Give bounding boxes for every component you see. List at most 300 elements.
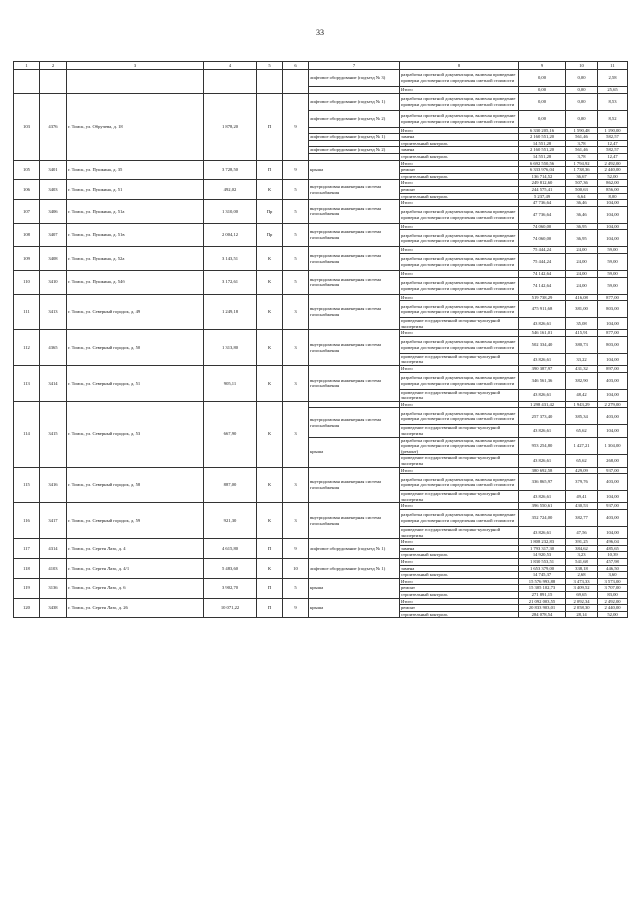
- table-cell: 6,64: [566, 193, 598, 200]
- table-cell: строительный контроль: [400, 193, 519, 200]
- table-cell: Итого: [400, 330, 519, 337]
- header-row: [14, 62, 628, 70]
- table-cell: 2 160 551,20: [519, 134, 566, 141]
- table-cell: 108: [14, 223, 40, 247]
- table-cell: 3,60: [598, 572, 628, 579]
- table-cell: лифтовое оборудование (подъезд № 1): [309, 93, 400, 110]
- table-cell: 36,67: [566, 173, 598, 180]
- table-cell: 3 707,00: [598, 585, 628, 592]
- table-cell: Итого: [400, 467, 519, 474]
- table-cell: 396 550,61: [519, 503, 566, 510]
- table-cell: 561,46: [566, 147, 598, 154]
- table-cell: проведение государственной историко-культурной экспертизы: [400, 318, 519, 330]
- table-cell: проведение государственной историко-культурной экспертизы: [400, 526, 519, 538]
- table-cell: 104,00: [598, 353, 628, 365]
- table-cell: 24,00: [566, 277, 598, 294]
- table-cell: строительный контроль: [400, 611, 519, 618]
- table-cell: 36,46: [566, 206, 598, 223]
- table-cell: 457,98: [598, 558, 628, 565]
- table-cell: П: [257, 578, 283, 598]
- table-cell: 3: [283, 294, 309, 330]
- table-cell: 107: [14, 200, 40, 224]
- column-header: 3: [67, 62, 204, 70]
- table-cell: 3 473,33: [566, 578, 598, 585]
- table-cell: 47 736,64: [519, 206, 566, 223]
- table-cell: 103: [14, 93, 40, 160]
- table-cell: г. Томск, ул. Пушкина, д. 51: [67, 180, 204, 200]
- table-cell: 244 575,41: [519, 186, 566, 193]
- table-cell: 43 826,61: [519, 425, 566, 437]
- table-cell: К: [257, 467, 283, 503]
- table-cell: г. Томск, ул. Сергея Лазо, д. 26: [67, 598, 204, 618]
- table-cell: разработка проектной документации, включая проведение проверки достоверности определения сметной стоимости: [400, 253, 519, 270]
- table-cell: 3136: [40, 578, 67, 598]
- table-cell: Итого: [400, 223, 519, 230]
- table-cell: 0,00: [566, 93, 598, 110]
- table-cell: Итого: [400, 200, 519, 207]
- table-cell: 268,00: [598, 455, 628, 467]
- table-cell: г. Томск, ул. Северный городок, д. 59: [67, 503, 204, 539]
- table-cell: [309, 87, 400, 94]
- table-cell: Пр: [257, 223, 283, 247]
- table-cell: 15 576 993,88: [519, 578, 566, 585]
- table-cell: К: [257, 180, 283, 200]
- table-cell: 8,00: [598, 193, 628, 200]
- table-cell: 485,65: [598, 545, 628, 552]
- table-cell: разработка проектной документации, включая проведение проверки достоверности определения сметной стоимости: [400, 408, 519, 425]
- table-row: [14, 366, 628, 373]
- table-cell: внутридомовая инженерная система газоснабжения: [309, 503, 400, 539]
- table-cell: 380,73: [566, 336, 598, 353]
- table-cell: [204, 70, 257, 94]
- table-cell: П: [257, 160, 283, 180]
- table-cell: 1 427,21: [566, 437, 598, 455]
- table-cell: 887,00: [204, 467, 257, 503]
- table-cell: 10,39: [598, 552, 628, 559]
- table-cell: К: [257, 270, 283, 294]
- table-cell: 429,09: [566, 467, 598, 474]
- table-cell: 496,04: [598, 539, 628, 546]
- table-cell: 897,00: [598, 366, 628, 373]
- table-cell: 2 092,34: [566, 598, 598, 605]
- table-cell: 346 561,36: [519, 372, 566, 389]
- table-cell: 4103: [40, 558, 67, 578]
- table-cell: К: [257, 503, 283, 539]
- table-cell: 9: [283, 539, 309, 559]
- table-cell: 803,00: [598, 336, 628, 353]
- table-cell: 5: [283, 578, 309, 598]
- table-cell: 36,95: [566, 223, 598, 230]
- table-cell: строительный контроль: [400, 552, 519, 559]
- table-cell: г. Томск, ул. Сергея Лазо, д. 6: [67, 578, 204, 598]
- table-cell: 3 409,52: [566, 585, 598, 592]
- table-cell: [40, 70, 67, 94]
- table-cell: 519 738,29: [519, 294, 566, 301]
- table-cell: 15 305 102,73: [519, 585, 566, 592]
- table-cell: 582,57: [598, 147, 628, 154]
- table-cell: Итого: [400, 366, 519, 373]
- table-cell: [309, 153, 400, 160]
- table-cell: 47 736,64: [519, 200, 566, 207]
- table-cell: г. Томск, ул. Северный городок, д. 50: [67, 330, 204, 366]
- table-row: [14, 223, 628, 230]
- table-cell: 21 092 003,55: [519, 598, 566, 605]
- table-cell: 14 920,53: [519, 552, 566, 559]
- table-cell: 4 615,80: [204, 539, 257, 559]
- table-row: [14, 503, 628, 510]
- table-row: [14, 539, 628, 546]
- table-cell: 5 237,49: [519, 193, 566, 200]
- table-cell: К: [257, 558, 283, 578]
- table-cell: 104,00: [598, 389, 628, 401]
- table-cell: внутридомовая инженерная система газоснабжения: [309, 200, 400, 224]
- table-cell: г. Томск, ул. Пушкина, д. 52а: [67, 247, 204, 271]
- table-cell: г. Томск, ул. Сергея Лазо, д. 4/1: [67, 558, 204, 578]
- table-cell: 2,58: [598, 70, 628, 87]
- table-cell: 257 373,40: [519, 408, 566, 425]
- table-row: [14, 598, 628, 605]
- table-cell: 5: [283, 180, 309, 200]
- table-cell: проведение государственной историко-культурной экспертизы: [400, 353, 519, 365]
- table-cell: 937,00: [598, 503, 628, 510]
- table-cell: 59,00: [598, 277, 628, 294]
- table-cell: 541,68: [566, 558, 598, 565]
- table-body: [14, 62, 628, 618]
- table-cell: 249 812,60: [519, 180, 566, 187]
- column-header: 2: [40, 62, 67, 70]
- table-cell: 14 745,37: [519, 572, 566, 579]
- table-cell: г. Томск, ул. Пушкина, д. 51а: [67, 200, 204, 224]
- table-cell: 390 387,97: [519, 366, 566, 373]
- table-cell: внутридомовая инженерная система газоснабжения: [309, 294, 400, 330]
- table-cell: 83,00: [598, 591, 628, 598]
- table-cell: 382,77: [566, 509, 598, 526]
- table-cell: 1 590,48: [566, 127, 598, 134]
- table-cell: лифтовое оборудование (подъезд № 1): [309, 558, 400, 578]
- table-cell: 43 826,61: [519, 318, 566, 330]
- table-cell: г. Томск, ул. Северный городок, д. 58: [67, 467, 204, 503]
- table-cell: 507,36: [566, 180, 598, 187]
- table-cell: 43 826,61: [519, 353, 566, 365]
- table-cell: 43 826,61: [519, 389, 566, 401]
- table-cell: [14, 70, 40, 94]
- table-cell: 1 808 232,83: [519, 539, 566, 546]
- table-cell: 36,46: [566, 200, 598, 207]
- table-cell: 8,52: [598, 110, 628, 127]
- table-cell: разработка проектной документации, включая проведение проверки достоверности определения сметной стоимости: [400, 474, 519, 491]
- table-cell: 104,00: [598, 206, 628, 223]
- table-cell: 856,00: [598, 186, 628, 193]
- table-cell: 6 333 976,04: [519, 167, 566, 174]
- table-cell: замена: [400, 134, 519, 141]
- table-cell: 403,00: [598, 372, 628, 389]
- column-header: 7: [309, 62, 400, 70]
- table-cell: 3413: [40, 294, 67, 330]
- table-cell: 104,00: [598, 223, 628, 230]
- table-cell: строительный контроль: [400, 572, 519, 579]
- table-cell: 28,14: [566, 611, 598, 618]
- table-cell: 104,00: [598, 425, 628, 437]
- table-cell: 667,90: [204, 401, 257, 467]
- table-cell: 2 492,00: [598, 598, 628, 605]
- column-header: 8: [400, 62, 519, 70]
- table-cell: 117: [14, 539, 40, 559]
- table-row: [14, 93, 628, 110]
- table-cell: 3,23: [566, 552, 598, 559]
- table-cell: Итого: [400, 127, 519, 134]
- table-cell: 492,02: [204, 180, 257, 200]
- table-cell: 4314: [40, 539, 67, 559]
- table-cell: Итого: [400, 270, 519, 277]
- table-row: [14, 247, 628, 254]
- table-cell: 119: [14, 578, 40, 598]
- table-cell: 862,00: [598, 180, 628, 187]
- table-cell: 2 492,00: [598, 160, 628, 167]
- table-cell: 382,90: [566, 372, 598, 389]
- table-cell: замена: [400, 147, 519, 154]
- table-cell: 116: [14, 503, 40, 539]
- table-cell: Пр: [257, 200, 283, 224]
- table-cell: 905,11: [204, 366, 257, 402]
- table-cell: 74 060,00: [519, 230, 566, 247]
- table-cell: 3 573,00: [598, 578, 628, 585]
- table-cell: проведение государственной историко-культурной экспертизы: [400, 389, 519, 401]
- table-cell: [309, 401, 400, 408]
- table-cell: 3: [283, 330, 309, 366]
- table-cell: Итого: [400, 247, 519, 254]
- table-cell: 416,08: [566, 294, 598, 301]
- table-cell: 104,00: [598, 230, 628, 247]
- table-cell: 69,65: [566, 591, 598, 598]
- table-cell: 403,00: [598, 474, 628, 491]
- table-cell: 921,30: [204, 503, 257, 539]
- table-cell: 877,00: [598, 330, 628, 337]
- table-cell: Итого: [400, 160, 519, 167]
- table-cell: 105: [14, 160, 40, 180]
- table-cell: [283, 70, 309, 94]
- table-cell: строительный контроль: [400, 153, 519, 160]
- table-row: [14, 558, 628, 565]
- table-cell: замена: [400, 545, 519, 552]
- table-cell: разработка проектной документации, включая проведение проверки достоверности определения сметной стоимости: [400, 372, 519, 389]
- table-cell: 6 330 205,16: [519, 127, 566, 134]
- table-cell: лифтовое оборудование (подъезд № 2): [309, 147, 400, 154]
- table-cell: 52,00: [598, 173, 628, 180]
- table-cell: 403,00: [598, 408, 628, 425]
- table-cell: 120: [14, 598, 40, 618]
- table-cell: 3401: [40, 160, 67, 180]
- table-cell: проведение государственной историко-культурной экспертизы: [400, 491, 519, 503]
- table-cell: 9: [283, 160, 309, 180]
- table-cell: [309, 127, 400, 134]
- table-cell: внутридомовая инженерная система газоснабжения: [309, 467, 400, 503]
- table-cell: 118: [14, 558, 40, 578]
- table-cell: разработка проектной документации, включая проведение проверки достоверности определения сметной стоимости (ремонт): [400, 437, 519, 455]
- table-cell: 4365: [40, 330, 67, 366]
- table-cell: 3403: [40, 180, 67, 200]
- table-cell: лифтовое оборудование (подъезд № 1): [309, 539, 400, 559]
- table-cell: 47,56: [566, 526, 598, 538]
- table-cell: 1 249,18: [204, 294, 257, 330]
- table-cell: 3: [283, 467, 309, 503]
- column-header: 10: [566, 62, 598, 70]
- table-cell: К: [257, 294, 283, 330]
- table-cell: 65,62: [566, 425, 598, 437]
- table-cell: 0,00: [519, 110, 566, 127]
- table-cell: 3 728,50: [204, 160, 257, 180]
- table-cell: внутридомовая инженерная система газоснабжения: [309, 330, 400, 366]
- table-cell: 0,00: [566, 70, 598, 87]
- table-cell: 43 826,61: [519, 455, 566, 467]
- table-cell: лифтовое оборудование (подъезд № 2): [309, 110, 400, 127]
- table-cell: 431,32: [566, 366, 598, 373]
- table-row: [14, 180, 628, 187]
- table-cell: 379,76: [566, 474, 598, 491]
- table-cell: 10 071,22: [204, 598, 257, 618]
- table-cell: 2 440,00: [598, 167, 628, 174]
- table-cell: 25,65: [598, 87, 628, 94]
- table-cell: строительный контроль: [400, 591, 519, 598]
- page-number: 33: [316, 28, 324, 37]
- table-cell: 3414: [40, 366, 67, 402]
- table-cell: крыша: [309, 160, 400, 180]
- table-cell: строительный контроль: [400, 173, 519, 180]
- table-cell: 74 142,64: [519, 277, 566, 294]
- table-cell: 384,62: [566, 545, 598, 552]
- table-cell: 0,00: [519, 70, 566, 87]
- table-cell: ремонт: [400, 186, 519, 193]
- table-cell: 43 826,61: [519, 526, 566, 538]
- table-cell: 104,00: [598, 526, 628, 538]
- table-cell: 3 143,51: [204, 247, 257, 271]
- table-cell: 352 724,00: [519, 509, 566, 526]
- table-cell: внутридомовая инженерная система газоснабжения: [309, 247, 400, 271]
- table-cell: 1 313,80: [204, 330, 257, 366]
- table-cell: 59,00: [598, 270, 628, 277]
- table-cell: Итого: [400, 401, 519, 408]
- table-cell: 24,00: [566, 270, 598, 277]
- table-cell: 2 058,30: [566, 605, 598, 612]
- table-cell: г. Томск, ул. Северный городок, д. 53: [67, 401, 204, 467]
- table-cell: разработка проектной документации, включая проведение проверки достоверности определения сметной стоимости: [400, 301, 519, 318]
- table-cell: 9: [283, 93, 309, 160]
- table-cell: 115: [14, 467, 40, 503]
- table-cell: 3: [283, 401, 309, 467]
- table-cell: г. Томск, ул. Пушкина, д. 54б: [67, 270, 204, 294]
- table-row: [14, 330, 628, 337]
- table-cell: [309, 140, 400, 147]
- column-header: 11: [598, 62, 628, 70]
- table-cell: 104,00: [598, 491, 628, 503]
- table-cell: 43 826,61: [519, 491, 566, 503]
- table-row: [14, 294, 628, 301]
- table-cell: 5: [283, 200, 309, 224]
- table-cell: 5: [283, 223, 309, 247]
- table-cell: 391,25: [566, 539, 598, 546]
- table-cell: разработка проектной документации, включая проведение проверки достоверности определения сметной стоимости: [400, 509, 519, 526]
- table-cell: 113: [14, 366, 40, 402]
- table-cell: П: [257, 539, 283, 559]
- table-cell: 937,00: [598, 467, 628, 474]
- table-cell: 2 004,12: [204, 223, 257, 247]
- table-cell: 877,00: [598, 294, 628, 301]
- table-cell: 381,00: [566, 301, 598, 318]
- table-cell: 3416: [40, 467, 67, 503]
- table-cell: 104,00: [598, 200, 628, 207]
- table-cell: К: [257, 330, 283, 366]
- table-cell: г. Томск, ул. Сергея Лазо, д. 4: [67, 539, 204, 559]
- table-cell: Итого: [400, 598, 519, 605]
- table-row: [14, 200, 628, 207]
- table-cell: 1 653 379,00: [519, 565, 566, 572]
- table-cell: 380 692,58: [519, 467, 566, 474]
- table-cell: разработка проектной документации, включая проведение проверки достоверности определения сметной стоимости: [400, 93, 519, 110]
- table-cell: 500,63: [566, 186, 598, 193]
- table-cell: 475 911,68: [519, 301, 566, 318]
- table-cell: разработка проектной документации, включая проведение проверки достоверности определения сметной стоимости: [400, 277, 519, 294]
- table-cell: проведение государственной историко-культурной экспертизы: [400, 425, 519, 437]
- table-cell: строительный контроль: [400, 140, 519, 147]
- table-cell: 0,00: [519, 87, 566, 94]
- table-cell: разработка проектной документации, включая проведение проверки достоверности определения сметной стоимости: [400, 110, 519, 127]
- table-cell: 0,00: [566, 87, 598, 94]
- table-cell: 14 551,28: [519, 140, 566, 147]
- table-cell: 24,00: [566, 247, 598, 254]
- table-cell: внутридомовая инженерная система газоснабжения: [309, 408, 400, 437]
- table-cell: 6 692 550,56: [519, 160, 566, 167]
- table-cell: Итого: [400, 503, 519, 510]
- table-cell: 3,78: [566, 140, 598, 147]
- table-cell: 1 190,00: [598, 127, 628, 134]
- table-cell: 136 714,52: [519, 173, 566, 180]
- table-cell: 3410: [40, 270, 67, 294]
- table-cell: Итого: [400, 87, 519, 94]
- table-row: [14, 467, 628, 474]
- table-cell: 14 551,28: [519, 153, 566, 160]
- table-cell: 336 865,97: [519, 474, 566, 491]
- table-cell: 106: [14, 180, 40, 200]
- table-cell: 110: [14, 270, 40, 294]
- table-row: [14, 270, 628, 277]
- table-cell: 12,47: [598, 153, 628, 160]
- table-cell: 1 878,20: [204, 93, 257, 160]
- table-cell: 5: [283, 270, 309, 294]
- table-cell: 9: [283, 598, 309, 618]
- table-cell: 5 483,60: [204, 558, 257, 578]
- column-header: 5: [257, 62, 283, 70]
- table-cell: 2 440,00: [598, 605, 628, 612]
- table-cell: внутридомовая инженерная система газоснабжения: [309, 366, 400, 402]
- table-cell: 1 830 553,51: [519, 558, 566, 565]
- table-cell: 1 304,00: [598, 437, 628, 455]
- table-cell: 446,50: [598, 565, 628, 572]
- table-cell: К: [257, 247, 283, 271]
- table-cell: 385,34: [566, 408, 598, 425]
- table-cell: Итого: [400, 294, 519, 301]
- table-cell: лифтовое оборудование (подъезд № 1): [309, 134, 400, 141]
- table-cell: 3: [283, 503, 309, 539]
- table-cell: 24,00: [566, 253, 598, 270]
- table-cell: 59,00: [598, 247, 628, 254]
- table-cell: П: [257, 93, 283, 160]
- table-cell: разработка проектной документации, включая проведение проверки достоверности определения сметной стоимости: [400, 70, 519, 87]
- table-cell: 284 078,54: [519, 611, 566, 618]
- table-cell: 74 060,00: [519, 223, 566, 230]
- table-cell: 271 891,15: [519, 591, 566, 598]
- table-cell: 1 793 317,30: [519, 545, 566, 552]
- table-cell: ремонт: [400, 167, 519, 174]
- table-cell: 109: [14, 247, 40, 271]
